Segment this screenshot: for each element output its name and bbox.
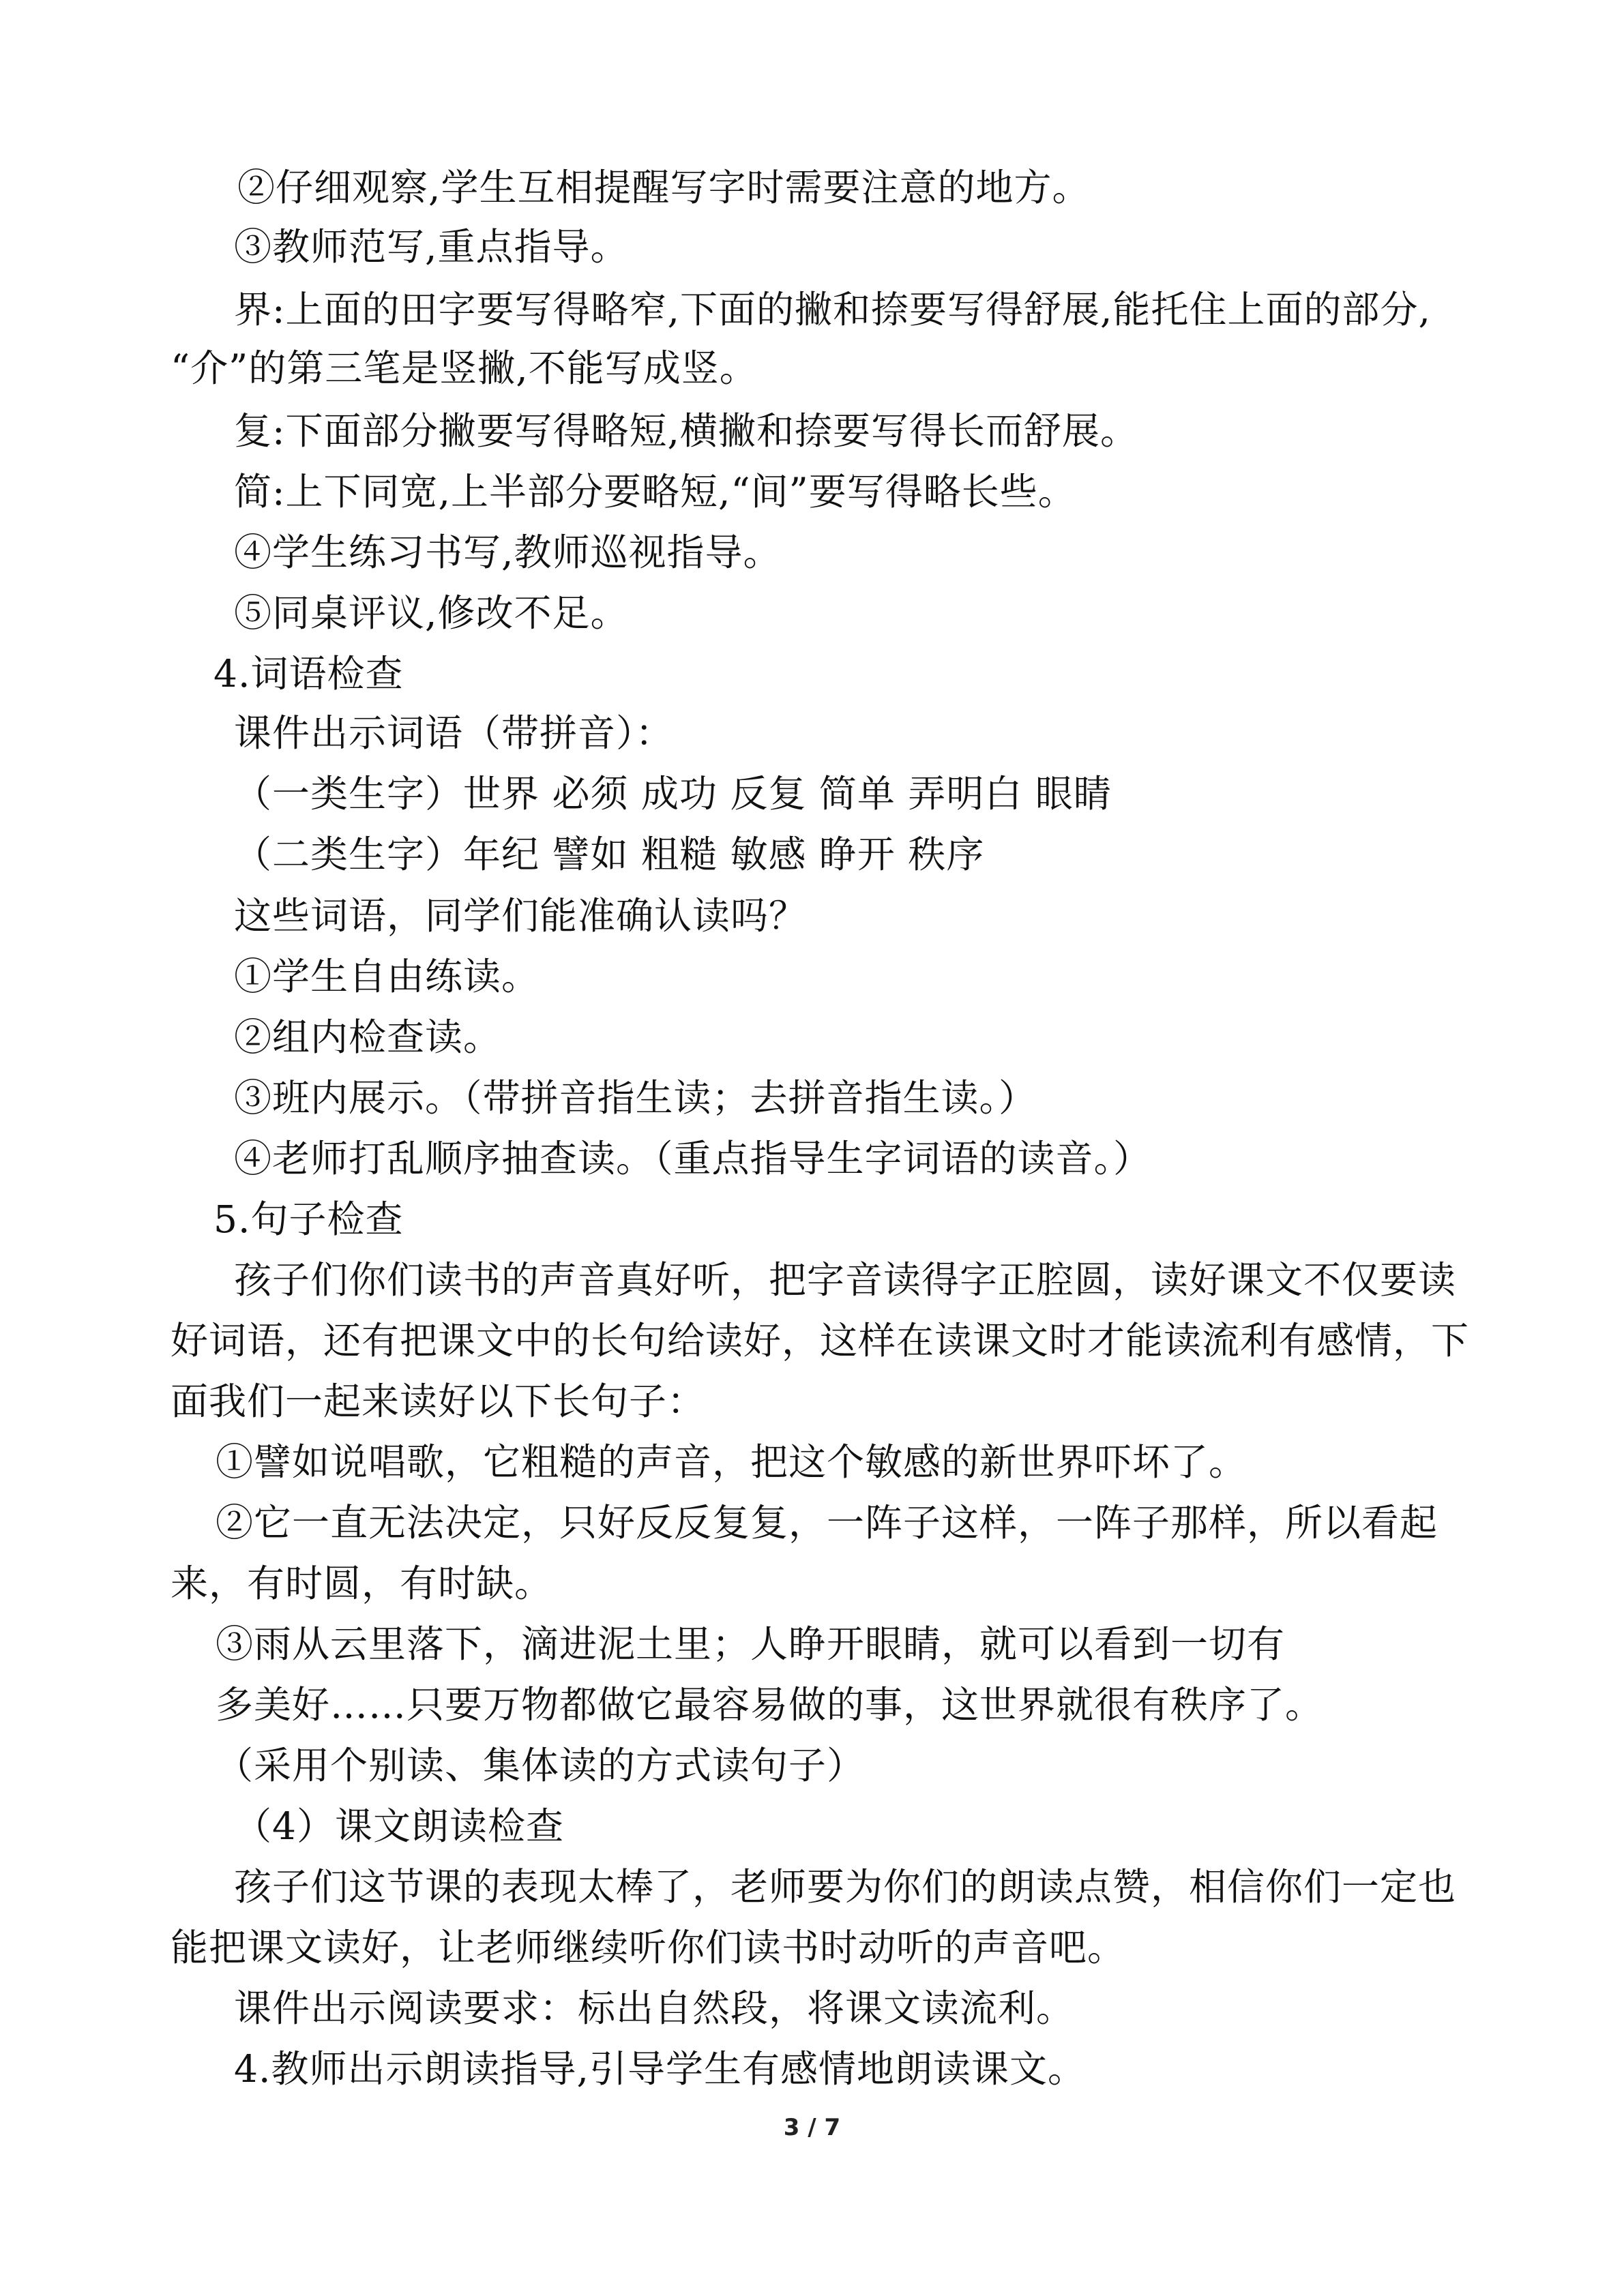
text-line: ②它一直无法决定，只好反反复复，一阵子这样，一阵子那样，所以看起: [216, 1501, 1438, 1545]
text-line: （采用个别读、集体读的方式读句子）: [216, 1744, 866, 1787]
text-line: ③班内展示。（带拼音指生读；去拼音指生读。）: [234, 1076, 1037, 1120]
text-line: 孩子们你们读书的声音真好听，把字音读得字正腔圆，读好课文不仅要读: [234, 1258, 1457, 1302]
text-line: ①譬如说唱歌，它粗糙的声音，把这个敏感的新世界吓坏了。: [216, 1440, 1247, 1484]
text-line: 界:上面的田字要写得略窄,下面的撇和捺要写得舒展,能托住上面的部分,: [234, 288, 1431, 331]
text-line: 课件出示词语（带拼音）：: [234, 711, 674, 755]
text-line: 这些词语，同学们能准确认读吗？: [234, 894, 808, 938]
text-line: 简:上下同宽,上半部分要略短,“间”要写得略长些。: [234, 470, 1076, 513]
text-line: ④老师打乱顺序抽查读。（重点指导生字词语的读音。）: [234, 1137, 1152, 1180]
text-line: 多美好……只要万物都做它最容易做的事，这世界就很有秩序了。: [216, 1683, 1324, 1727]
text-line: 能把课文读好，让老师继续听你们读书时动听的声音吧。: [171, 1926, 1126, 1969]
text-line: ⑤同桌评议,修改不足。: [234, 591, 629, 635]
text-line: （一类生字）世界 必须 成功 反复 简单 弄明白 眼睛: [234, 772, 1112, 816]
text-line: ②组内检查读。: [234, 1015, 502, 1059]
page-number: 3 / 7: [783, 2114, 841, 2141]
text-line: 4.教师出示朗读指导,引导学生有感情地朗读课文。: [234, 2047, 1086, 2091]
text-line: 孩子们这节课的表现太棒了，老师要为你们的朗读点赞，相信你们一定也: [234, 1865, 1457, 1909]
text-line: 面我们一起来读好以下长句子：: [171, 1380, 706, 1423]
text-line: ③教师范写,重点指导。: [234, 225, 629, 269]
text-line: （二类生字）年纪 譬如 粗糙 敏感 睁开 秩序: [234, 833, 985, 876]
text-line: ③雨从云里落下，滴进泥土里；人睁开眼睛，就可以看到一切有: [216, 1622, 1286, 1666]
text-line: （4）课文朗读检查: [234, 1804, 564, 1848]
text-line: “介”的第三笔是竖撇,不能写成竖。: [171, 346, 758, 390]
text-line: 来，有时圆，有时缺。: [171, 1562, 553, 1605]
section-heading: 4.词语检查: [213, 652, 404, 696]
section-heading: 5.句子检查: [213, 1197, 404, 1241]
text-line: ①学生自由练读。: [234, 955, 540, 998]
text-line: 复:下面部分撇要写得略短,横撇和捺要写得长而舒展。: [234, 409, 1139, 453]
text-line: ②仔细观察,学生互相提醒写字时需要注意的地方。: [237, 166, 1091, 209]
text-line: 课件出示阅读要求：标出自然段，将课文读流利。: [234, 1986, 1075, 2030]
text-line: 好词语，还有把课文中的长句给读好，这样在读课文时才能读流利有感情，下: [171, 1319, 1470, 1362]
text-line: ④学生练习书写,教师巡视指导。: [234, 531, 782, 574]
